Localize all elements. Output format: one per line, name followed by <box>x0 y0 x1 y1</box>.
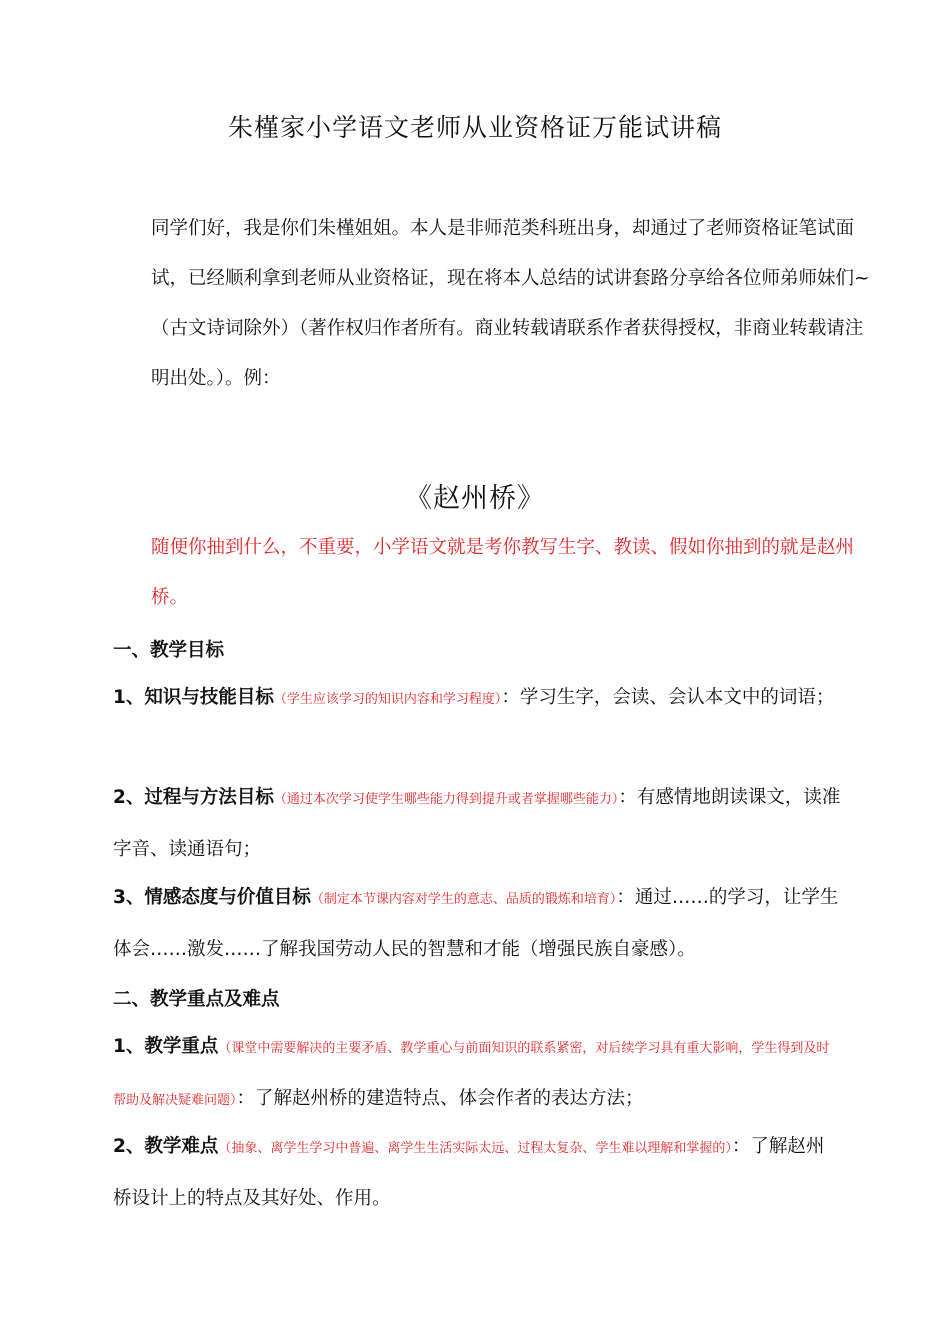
objective-note: （制定本节课内容对学生的意志、品质的锻炼和培育） <box>310 892 617 907</box>
objective-text: ：有感情地朗读课文，读准字音、读通语句； <box>113 787 841 860</box>
intro-paragraph: 同学们好，我是你们朱槿姐姐。本人是非师范类科班出身，却通过了老师资格证笔试面试，已经顺利拿到老师从业资格证，现在将本人总结的试讲套路分享给各位师弟师妹们~（古文诗词除外）（著作权归作者所有。商业转载请联系作者获得授权，非商业转载请注明出处。）。例： <box>151 218 870 389</box>
objective-note: （学生应该学习的知识内容和学习程度） <box>273 692 502 707</box>
objective-text: ：通过……的学习，让学生体会……激发……了解我国劳动人民的智慧和才能（增强民族自豪感）。 <box>113 887 839 960</box>
section-heading-key-points: 二、教学重点及难点 <box>113 989 280 1010</box>
difficult-point-label: 2、教学难点 <box>113 1136 219 1157</box>
objective-note: （通过本次学习使学生哪些能力得到提升或者掌握哪些能力） <box>273 792 619 807</box>
red-note-paragraph: 随便你抽到什么，不重要，小学语文就是考你教写生字、教读、假如你抽到的就是赵州桥。 <box>151 537 855 608</box>
key-point-label: 1、教学重点 <box>113 1036 219 1057</box>
objective-emotion <box>113 873 841 975</box>
difficult-point-text: ：了解赵州桥设计上的特点及其好处、作用。 <box>113 1136 825 1209</box>
difficult-point-note: （抽象、离学生学习中普遍、离学生生活实际太远、过程太复杂、学生难以理解和掌握的） <box>218 1141 732 1156</box>
objective-text: ：学习生字，会读、会认本文中的词语； <box>501 687 835 708</box>
difficult-point <box>113 1122 841 1224</box>
key-point-text: ：了解赵州桥的建造特点、体会作者的表达方法； <box>236 1088 644 1109</box>
section-heading-objectives: 一、教学目标 <box>113 640 225 661</box>
key-point-note: （课堂中需要解决的主要矛盾、教学重心与前面知识的联系紧密，对后续学习具有重大影响，学生得到及时帮助及解决疑难问题） <box>113 1041 830 1108</box>
objective-label: 2、过程与方法目标 <box>113 787 274 808</box>
objective-process <box>113 773 841 875</box>
objective-knowledge <box>113 673 841 725</box>
lesson-title: 《赵州桥》 <box>405 483 545 514</box>
objective-label: 3、情感态度与价值目标 <box>113 887 311 908</box>
key-point <box>113 1022 841 1126</box>
document-title: 朱槿家小学语文老师从业资格证万能试讲稿 <box>227 113 722 142</box>
objective-label: 1、知识与技能目标 <box>113 687 274 708</box>
